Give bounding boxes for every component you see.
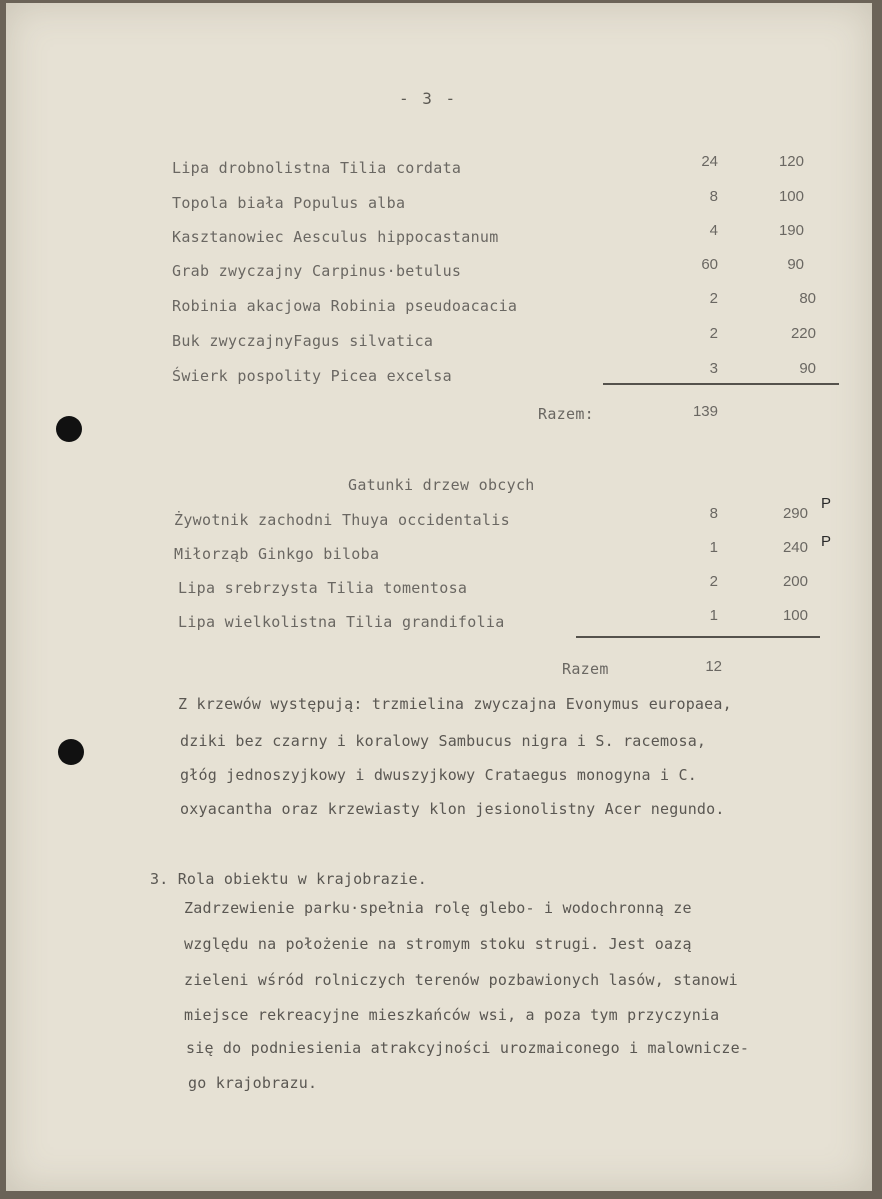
punch-hole <box>58 739 84 765</box>
total-label: Razem: <box>538 405 594 423</box>
page-number: - 3 - <box>399 89 458 108</box>
table-row-count: 3 <box>709 360 718 377</box>
table-row-count: 8 <box>709 188 718 205</box>
table-row-count: 2 <box>709 325 718 342</box>
paragraph-line: dziki bez czarny i koralowy Sambucus nigra i S. racemosa, <box>180 732 707 750</box>
table-row-name: Kasztanowiec Aesculus hippocastanum <box>172 228 499 246</box>
table-row-height: 100 <box>782 607 808 624</box>
table-row-height: 120 <box>778 153 804 170</box>
handwritten-mark: P <box>821 533 832 550</box>
total-value: 139 <box>692 403 718 420</box>
table-row-count: 2 <box>709 290 718 307</box>
table-row-name: Świerk pospolity Picea excelsa <box>172 367 452 385</box>
table-row-height: 100 <box>778 188 804 205</box>
paragraph-line: głóg jednoszyjkowy i dwuszyjkowy Crataegus monogyna i C. <box>180 766 697 784</box>
table-row-count: 60 <box>701 256 718 273</box>
table-row-name: Miłorząb Ginkgo biloba <box>174 545 380 563</box>
table-row-height: 240 <box>782 539 808 556</box>
table-row-count: 1 <box>709 539 718 556</box>
table-row-count: 24 <box>701 153 718 170</box>
total-rule <box>603 383 839 385</box>
total-rule <box>576 636 820 638</box>
paragraph-line: miejsce rekreacyjne mieszkańców wsi, a poza tym przyczynia <box>184 1006 720 1024</box>
table-row-name: Lipa drobnolistna Tilia cordata <box>172 159 462 177</box>
table-row-count: 4 <box>709 222 718 239</box>
total-value: 12 <box>705 658 722 675</box>
table-row-name: Grab zwyczajny Carpinus·betulus <box>172 262 462 280</box>
section-heading: 3. Rola obiektu w krajobrazie. <box>150 870 427 888</box>
paragraph-line: Z krzewów występują: trzmielina zwyczajna Evonymus europaea, <box>178 695 732 713</box>
table-row-height: 90 <box>787 256 804 273</box>
punch-hole <box>56 416 82 442</box>
table-row-count: 1 <box>709 607 718 624</box>
document-page <box>6 3 872 1191</box>
paragraph-line: Zadrzewienie parku·spełnia rolę glebo- i wodochronną ze <box>184 899 692 917</box>
table-row-name: Lipa wielkolistna Tilia grandifolia <box>178 613 505 631</box>
paragraph-line: go krajobrazu. <box>188 1074 318 1092</box>
table-row-height: 190 <box>778 222 804 239</box>
paragraph-line: oxyacantha oraz krzewiasty klon jesionolistny Acer negundo. <box>180 800 725 818</box>
table-row-name: Lipa srebrzysta Tilia tomentosa <box>178 579 468 597</box>
table-row-height: 90 <box>799 360 816 377</box>
table-row-height: 80 <box>799 290 816 307</box>
table-row-count: 8 <box>709 505 718 522</box>
paragraph-line: się do podniesienia atrakcyjności urozmaiconego i malownicze- <box>186 1039 750 1057</box>
table-row-name: Topola biała Populus alba <box>172 194 406 212</box>
table-row-name: Żywotnik zachodni Thuya occidentalis <box>174 511 510 529</box>
section-heading: Gatunki drzew obcych <box>348 476 535 494</box>
table-row-height: 290 <box>782 505 808 522</box>
paragraph-line: zieleni wśród rolniczych terenów pozbawionych lasów, stanowi <box>184 971 738 989</box>
table-row-name: Buk zwyczajnyFagus silvatica <box>172 332 434 350</box>
table-row-height: 220 <box>790 325 816 342</box>
table-row-height: 200 <box>782 573 808 590</box>
handwritten-mark: P <box>821 495 832 512</box>
total-label: Razem <box>562 660 609 678</box>
table-row-count: 2 <box>709 573 718 590</box>
table-row-name: Robinia akacjowa Robinia pseudoacacia <box>172 297 518 315</box>
paragraph-line: względu na położenie na stromym stoku strugi. Jest oazą <box>184 935 692 953</box>
